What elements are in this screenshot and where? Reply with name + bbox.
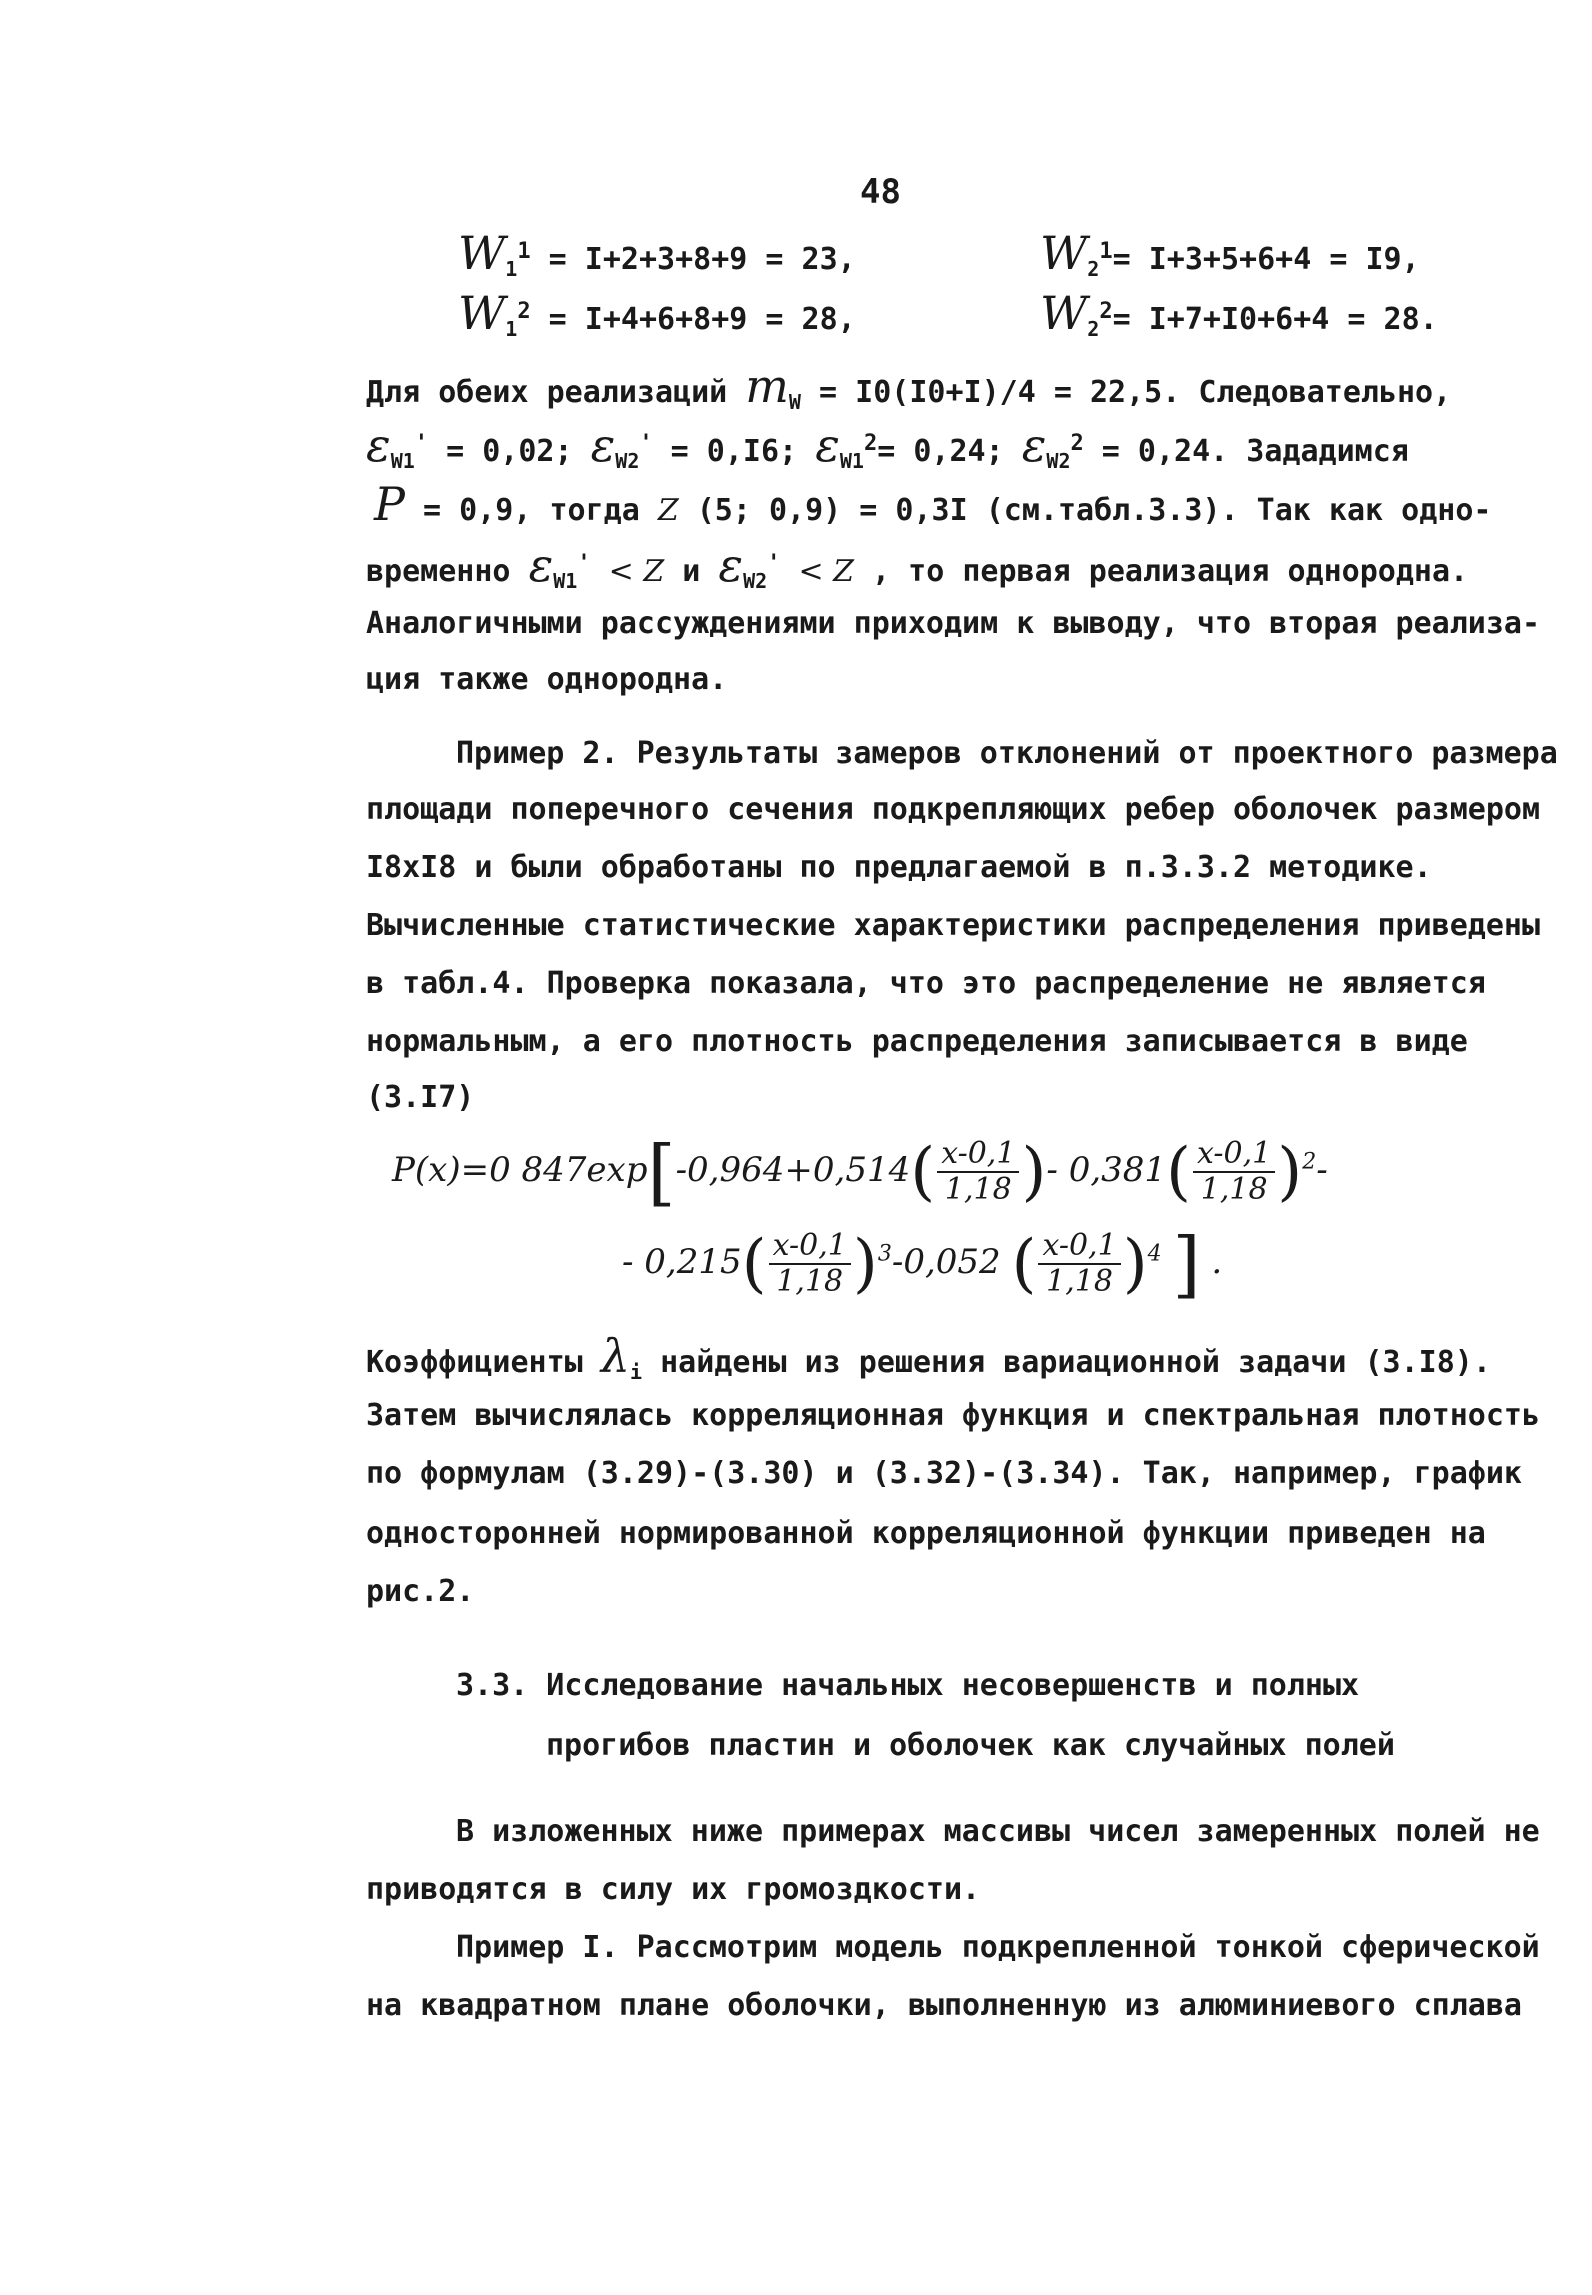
page-number: 48 (860, 172, 901, 212)
equation-w1-2: $W_1^2 = I+4+6+8+9 = 28$, (458, 286, 856, 341)
para5-line1: Пример I. Рассмотрим модель подкрепленной тонкой сферической (456, 1930, 1540, 1965)
para1-line5: Аналогичными рассуждениями приходим к выводу, что вторая реализа- (366, 606, 1540, 641)
section-heading-line1: 3.3. Исследование начальных несовершенств и полных (456, 1668, 1360, 1703)
para4-line1: В изложенных ниже примерах массивы чисел замеренных полей не (456, 1814, 1540, 1849)
equation-w2-1: $W_2^1= I+3+5+6+4 = I9$, (1040, 226, 1420, 281)
para5-line2: на квадратном плане оболочки, выполненную из алюминиевого сплава (366, 1988, 1522, 2023)
para2-line5: в табл.4. Проверка показала, что это распределение не является (366, 966, 1486, 1001)
para3-line2: Затем вычислялась корреляционная функция и спектральная плотность (366, 1398, 1540, 1433)
para3-line3: по формулам (3.29)-(3.30) и (3.32)-(3.34). Так, например, график (366, 1456, 1522, 1491)
fraction: $\frac{x-0,1}{1,18}$ (769, 1229, 851, 1299)
para2-line3: I8xI8 и были обработаны по предлагаемой в п.3.3.2 методике. (366, 850, 1432, 885)
para2-line4: Вычисленные статистические характеристики распределения приведены (366, 908, 1540, 943)
density-formula-line1: P(x)=0 847exp[-0,964+0,514( $\frac{x-0,1}{1,18}$ )- 0,381( $\frac{x-0,1}{1,18}$ )$^2$- (392, 1130, 1328, 1214)
para1-line3: P = 0,9, тогда Z (5; 0,9) = 0,3I (см.табл.3.3). Так как одно- (374, 477, 1492, 531)
para4-line2: приводятся в силу их громоздкости. (366, 1872, 981, 1907)
para3-line5: рис.2. (366, 1574, 475, 1609)
para1-line2: $\varepsilon_{W1}' = 0,02$; $\varepsilon_{W2}' = 0,I6$; $\varepsilon_{W1}^2= 0,24$; $\varepsilon_{W2}^2 = 0,24$. Зададимся (366, 418, 1409, 473)
fraction: $\frac{x-0,1}{1,18}$ (1038, 1229, 1120, 1299)
section-heading-line2: прогибов пластин и оболочек как случайных полей (546, 1728, 1395, 1763)
para3-line1: Коэффициенты $\lambda_i$ найдены из решения вариационной задачи (3.I8). (366, 1329, 1491, 1384)
para2-line2: площади поперечного сечения подкрепляющих ребер оболочек размером (366, 792, 1540, 827)
para1-line4: временно $\varepsilon_{W1}' < Z$ и $\varepsilon_{W2}' < Z$ , то первая реализация однородна. (366, 538, 1469, 593)
para1-line6: ция также однородна. (366, 662, 728, 697)
fraction: $\frac{x-0,1}{1,18}$ (937, 1137, 1019, 1207)
para3-line4: односторонней нормированной корреляционной функции приведен на (366, 1516, 1486, 1551)
equation-w1-1: $W_1^1 = I+2+3+8+9 = 23$, (458, 226, 856, 281)
para1-line1: Для обеих реализаций $m_W = I0(I0+I)/4 = 22,5$. Следовательно, (366, 359, 1452, 414)
density-formula-line2: - 0,215( $\frac{x-0,1}{1,18}$ )$^3$-0,052 ( $\frac{x-0,1}{1,18}$ )$^4$ ] . (622, 1222, 1223, 1306)
fraction: $\frac{x-0,1}{1,18}$ (1193, 1137, 1275, 1207)
para2-line1: Пример 2. Результаты замеров отклонений от проектного размера (456, 736, 1558, 771)
para2-line6: нормальным, а его плотность распределения записывается в виде (366, 1024, 1468, 1059)
equation-w2-2: $W_2^2= I+7+I0+6+4 = 28$. (1040, 286, 1438, 341)
para2-line7: (3.I7) (366, 1080, 475, 1115)
